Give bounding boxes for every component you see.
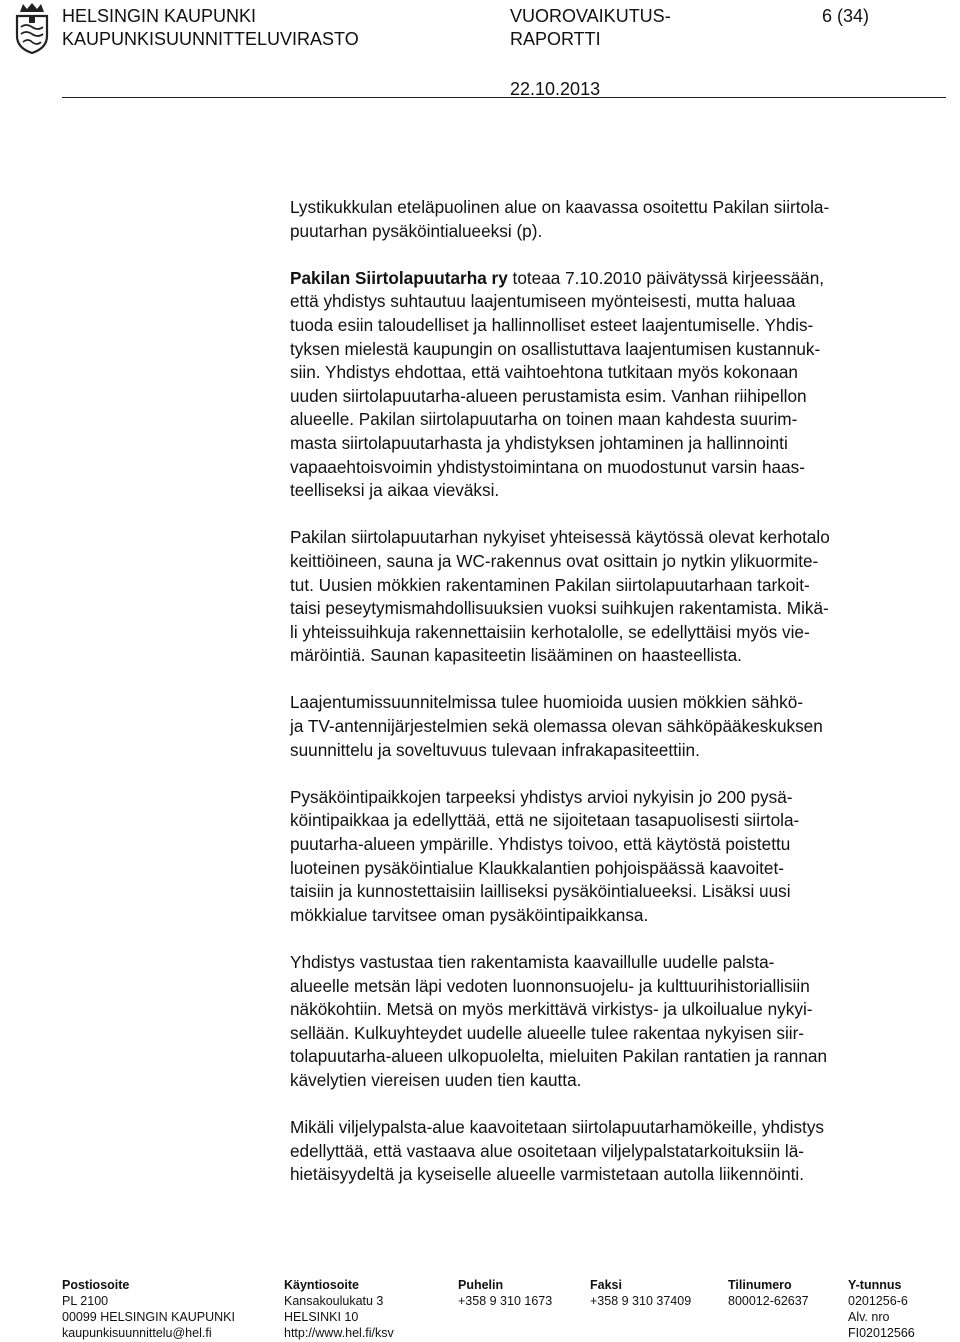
helsinki-coat-of-arms-icon (14, 2, 50, 54)
paragraph (290, 267, 945, 503)
text-line: tuoda esiin taloudelliset ja hallinnolliset esteet laajentumiselle. Yhdis- (290, 314, 814, 335)
footer-text: +358 9 310 37409 (590, 1294, 692, 1308)
footer-heading: Postiosoite (62, 1278, 130, 1292)
text-line: taisi peseytymismahdollisuuksien vuoksi suihkujen rakentamista. Mikä- (290, 598, 829, 619)
text-line: että yhdistys suhtautuu laajentumiseen myönteisesti, mutta haluaa (290, 291, 796, 312)
paragraph (290, 196, 945, 243)
paragraph (290, 1116, 945, 1187)
text-line: Laajentumissuunnitelmissa tulee huomioida uusien mökkien sähkö- (290, 692, 804, 713)
footer-text: FI02012566 (848, 1326, 915, 1340)
header-document-type (510, 5, 671, 51)
organization-name: Pakilan Siirtolapuutarha ry (290, 267, 508, 288)
footer-heading: Käyntiosoite (284, 1278, 360, 1292)
text-line: Pysäköintipaikkojen tarpeeksi yhdistys arvioi nykyisin jo 200 pysä- (290, 786, 793, 807)
footer-text: +358 9 310 1673 (458, 1294, 553, 1308)
footer-email-link[interactable]: kaupunkisuunnittelu@hel.fi (62, 1326, 212, 1340)
footer-text: Alv. nro (848, 1310, 890, 1324)
text-line: keittiöineen, sauna ja WC-rakennus ovat osittain jo nytkin ylikuormite- (290, 550, 819, 571)
text-line: Yhdistys vastustaa tien rakentamista kaavaillulle uudelle palsta- (290, 952, 775, 972)
text-line: sellään. Kulkuyhteydet uudelle alueelle tulee rakentaa nykyisen siir- (290, 1022, 805, 1043)
paragraph (290, 526, 945, 668)
text-line: näkökohtiin. Metsä on myös merkittävä virkistys- ja ulkoilualue nykyi- (290, 999, 813, 1020)
text-line: luoteinen pysäköintialue Klaukkalantien pohjoispäässä kaavoitet- (290, 857, 784, 878)
footer-heading: Y-tunnus (848, 1278, 902, 1292)
text-line: taisiin ja kunnostettaisiin lailliseksi pysäköintialueeksi. Lisäksi uusi (290, 881, 791, 902)
footer-text: PL 2100 (62, 1294, 109, 1308)
footer-text: 800012-62637 (728, 1294, 809, 1308)
document-body (290, 196, 945, 1211)
footer-column-account-number (728, 1277, 809, 1309)
text-line: li yhteissuihkuja rakennettaisiin kerhotalolle, se edellyttäisi myös vie- (290, 621, 810, 642)
text-line: puutarhan pysäköintialueeksi (p). (290, 220, 543, 241)
header-organization (62, 5, 359, 51)
document-date: 22.10.2013 (510, 79, 601, 99)
text-line: tolapuutarha-alueen ulkopuolelta, mieluiten Pakilan rantatien ja rannan (290, 1046, 828, 1067)
page-number: 6 (34) (822, 6, 870, 26)
text-line: köintipaikkaa ja edellyttää, että ne sijoitetaan tasapuolisesti siirtola- (290, 810, 800, 831)
text-line: mökkialue tarvitsee oman pysäköintipaikkansa. (290, 904, 649, 925)
footer-column-postal-address (62, 1277, 235, 1341)
text-line: ja TV-antennijärjestelmien sekä olemassa olevan sähköpääkeskuksen (290, 716, 823, 737)
text-line: siin. Yhdistys ehdottaa, että vaihtoehtona tutkitaan myös kokonaan (290, 362, 798, 383)
text-line: teelliseksi ja aikaa vieväksi. (290, 480, 500, 501)
paragraph (290, 951, 945, 1093)
text-line: tut. Uusien mökkien rakentaminen Pakilan siirtolapuutarhaan tarkoit- (290, 574, 810, 595)
footer-heading: Puhelin (458, 1278, 504, 1292)
footer-column-fax (590, 1277, 691, 1309)
text-line: alueelle. Pakilan siirtolapuutarha on toinen maan kahdesta suurim- (290, 409, 798, 430)
footer-website-link[interactable]: http://www.hel.fi/ksv (284, 1326, 394, 1340)
header-org-line2: KAUPUNKISUUNNITTELUVIRASTO (62, 29, 359, 49)
text-line: Lystikukkulan eteläpuolinen alue on kaavassa osoitettu Pakilan siirtola- (290, 197, 830, 217)
footer-text: 00099 HELSINGIN KAUPUNKI (62, 1310, 235, 1324)
footer-text: 0201256-6 (848, 1294, 908, 1308)
footer-text: HELSINKI 10 (284, 1310, 359, 1324)
footer-column-visiting-address (284, 1277, 394, 1341)
text-line: tyksen mielestä kaupungin on osallistuttava laajentumisen kustannuk- (290, 338, 821, 359)
header-doc-line1: VUOROVAIKUTUS- (510, 6, 671, 26)
paragraph (290, 786, 945, 928)
footer-column-business-id (848, 1277, 915, 1341)
text-line (290, 267, 945, 291)
header-org-line1: HELSINGIN KAUPUNKI (62, 6, 257, 26)
text-line: hietäisyydeltä ja kyseiselle alueelle varmistetaan autolla liikennöinti. (290, 1164, 804, 1185)
text-line: Pakilan siirtolapuutarhan nykyiset yhteisessä käytössä olevat kerhotalo (290, 527, 830, 548)
paragraph (290, 691, 945, 762)
text-line: uuden siirtolapuutarha-alueen perustamista esim. Vanhan riihipellon (290, 385, 807, 406)
footer-text: Kansakoulukatu 3 (284, 1294, 384, 1308)
text-line: suunnittelu ja soveltuvuus tulevaan infrakapasiteettiin. (290, 739, 700, 760)
text-line: vapaaehtoisvoimin yhdistystoimintana on muodostunut varsin haas- (290, 456, 805, 477)
footer-heading: Faksi (590, 1278, 622, 1292)
text-fragment: toteaa 7.10.2010 päivätyssä kirjeessään, (507, 267, 825, 288)
text-line: märöintiä. Saunan kapasiteetin lisääminen on haasteellista. (290, 645, 742, 666)
text-line: masta siirtolapuutarhasta ja yhdistyksen johtaminen ja hallinnointi (290, 432, 788, 453)
footer-column-phone (458, 1277, 552, 1309)
header-doc-line2: RAPORTTI (510, 29, 601, 49)
footer-heading: Tilinumero (728, 1278, 792, 1292)
text-line: edellyttää, että vastaava alue osoitetaan viljelypalstatarkoituksiin lä- (290, 1140, 805, 1161)
text-line: alueelle metsän läpi vedoten luonnonsuojelu- ja kulttuurihistoriallisiin (290, 975, 810, 996)
text-line: kävelytien viereisen uuden tien kautta. (290, 1069, 582, 1090)
text-line: Mikäli viljelypalsta-alue kaavoitetaan siirtolapuutarhamökeille, yhdistys (290, 1117, 825, 1138)
text-line: puutarha-alueen ympärille. Yhdistys toivoo, että käytöstä poistettu (290, 834, 791, 855)
header-divider (62, 97, 946, 98)
